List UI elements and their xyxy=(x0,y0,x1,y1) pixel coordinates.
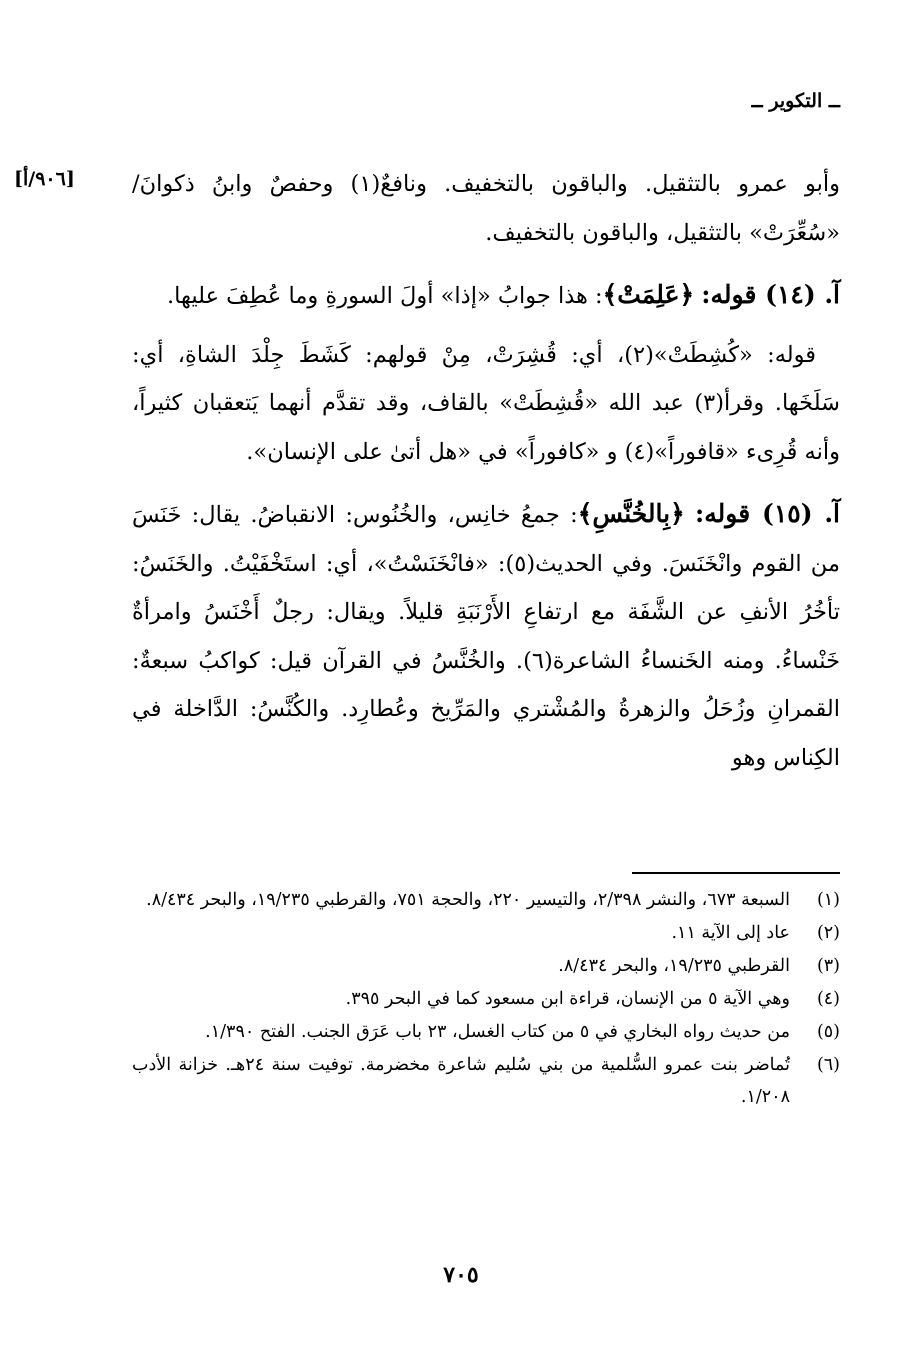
footnote-number: (٣) xyxy=(816,956,840,976)
footnote-text: تُماضر بنت عمرو السُّلمية من بني سُليم شاعرة مخضرمة. توفيت سنة ٢٤هـ. خزانة الأدب ١/٢٠٨. xyxy=(132,1055,790,1107)
page-number: ٧٠٥ xyxy=(443,1262,479,1288)
footnote-text: السبعة ٦٧٣، والنشر ٢/٣٩٨، والتيسير ٢٢٠، والحجة ٧٥١، والقرطبي ١٩/٢٣٥، والبحر ٨/٤٣٤. xyxy=(146,890,790,910)
verse-label: آ. (١٤) قوله: xyxy=(701,280,840,309)
footnote-text: عاد إلى الآية ١١. xyxy=(671,923,790,943)
footnote-number: (٢) xyxy=(816,923,840,943)
footnote-5 xyxy=(132,1016,840,1048)
footnote-6 xyxy=(132,1049,840,1113)
commentary-text: : هذا جوابُ «إذا» أولَ السورةِ وما عُطِفَ عليها. xyxy=(166,283,603,309)
running-header: ــ التكوير ــ xyxy=(751,90,840,112)
footnote-number: (٥) xyxy=(816,1022,840,1042)
footnote-2 xyxy=(132,917,840,949)
verse-label: آ. (١٥) قوله: xyxy=(695,499,841,528)
footnotes xyxy=(132,884,840,1114)
footnote-number: (١) xyxy=(816,890,840,910)
manuscript-folio-reference: [٩٠٦/أ] xyxy=(14,168,75,190)
footnote-3 xyxy=(132,950,840,982)
paragraph-verse-15 xyxy=(132,490,840,782)
footnote-1 xyxy=(132,884,840,916)
main-text xyxy=(132,160,840,792)
footnote-text: القرطبي ١٩/٢٣٥، والبحر ٨/٤٣٤. xyxy=(558,956,790,976)
quran-word: ﴿بِالخُنَّسِ﴾ xyxy=(577,499,685,528)
paragraph-1: وأبو عمرو بالتثقيل. والباقون بالتخفيف. ونافعٌ(١) وحفصٌ وابنُ ذكوانَ/ «سُعِّرَتْ» بالتثقيل، والباقون بالتخفيف. xyxy=(132,171,841,246)
paragraph-3: قوله: «كُشِطَتْ»(٢)، أي: قُشِرَتْ، مِنْ قولهم: كَشَطَ جِلْدَ الشاةِ، أي: سَلَخَها. وقرأ(٣) عبد الله «قُشِطَتْ» بالقاف، وقد تقدَّم أنهما يَتعقبان كثيراً، وأنه قُرِىء «قافوراً»(٤) و «كافوراً» في «هل أتىٰ على الإنسان». xyxy=(132,341,840,465)
quran-word: ﴿عَلِمَتْ﴾ xyxy=(602,280,695,309)
footnote-4 xyxy=(132,983,840,1015)
footnote-number: (٦) xyxy=(816,1055,840,1075)
footnote-text: وهي الآية ٥ من الإنسان، قراءة ابن مسعود كما في البحر ٣٩٥. xyxy=(345,989,790,1009)
footnote-text: من حديث رواه البخاري في ٥ من كتاب الغسل، ٢٣ باب عَرَق الجنب. الفتح ١/٣٩٠. xyxy=(205,1022,790,1042)
footnote-divider xyxy=(632,872,840,874)
paragraph-verse-14 xyxy=(132,271,840,321)
commentary-text: : جمعُ خانِس، والخُنُوس: الانقباضُ. يقال: خَنَسَ من القوم وانْخَنَسَ. وفي الحديث(٥): «فانْخَنَسْتُ»، أي: استَخْفَيْتُ. والخَنَسُ: تأخُرُ الأنفِ عن الشَّفَة مع ارتفاعِ الأَرْنَبَةِ قليلاً. ويقال: رجلٌ أَخْنَسُ وامرأةٌ خَنْساءُ. ومنه الخَنساءُ الشاعرة(٦). والخُنَّسُ في القرآن قيل: كواكبُ سبعةٌ: القمرانِ وزُحَلُ والزهرةُ والمُشْتري والمَرِّيخ وعُطارِد. والكُنَّسُ: الدَّاخلة في الكِناس وهو xyxy=(132,502,841,771)
footnote-number: (٤) xyxy=(816,989,840,1009)
